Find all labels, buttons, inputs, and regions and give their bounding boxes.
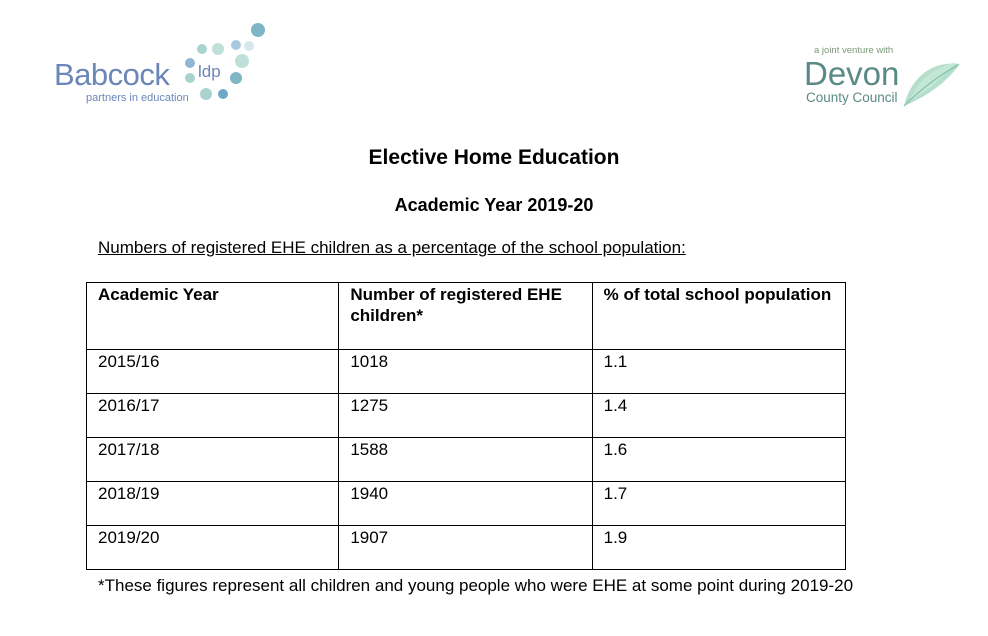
- cell-percentage: 1.1: [592, 350, 845, 394]
- table-row: [87, 350, 846, 394]
- devon-wordmark: Devon: [804, 55, 900, 92]
- cell-academic-year: 2017/18: [87, 438, 339, 482]
- cell-registered-count: 1907: [339, 526, 592, 570]
- table-footnote: *These figures represent all children and young people who were EHE at some point during 2019-20: [98, 576, 854, 595]
- cell-percentage: 1.7: [592, 482, 845, 526]
- column-header-academic-year: Academic Year: [87, 283, 339, 350]
- page-subtitle: Academic Year 2019-20: [394, 195, 594, 215]
- cell-registered-count: 1275: [339, 394, 592, 438]
- leaf-icon: [900, 50, 964, 110]
- cell-percentage: 1.9: [592, 526, 845, 570]
- cell-academic-year: 2019/20: [87, 526, 339, 570]
- babcock-logo: [52, 18, 282, 113]
- table-row: [87, 394, 846, 438]
- cell-academic-year: 2018/19: [87, 482, 339, 526]
- table-row: [87, 438, 846, 482]
- cell-academic-year: 2015/16: [87, 350, 339, 394]
- table-caption: Numbers of registered EHE children as a percentage of the school population:: [98, 238, 686, 257]
- babcock-wordmark: Babcock: [54, 57, 170, 92]
- table-header-row: [87, 283, 846, 350]
- table-row: [87, 526, 846, 570]
- column-header-percentage: % of total school population: [592, 283, 845, 350]
- devon-council-text: County Council: [806, 90, 898, 105]
- cell-percentage: 1.6: [592, 438, 845, 482]
- babcock-ldp-label: ldp: [198, 62, 221, 81]
- cell-registered-count: 1018: [339, 350, 592, 394]
- cell-registered-count: 1588: [339, 438, 592, 482]
- devon-logo: [800, 42, 970, 114]
- cell-registered-count: 1940: [339, 482, 592, 526]
- cell-percentage: 1.4: [592, 394, 845, 438]
- page-title: Elective Home Education: [368, 146, 620, 169]
- devon-venture-text: a joint venture with: [814, 45, 894, 56]
- column-header-registered-count: Number of registered EHE children*: [339, 283, 592, 350]
- table-row: [87, 482, 846, 526]
- babcock-tagline: partners in education: [86, 92, 189, 104]
- cell-academic-year: 2016/17: [87, 394, 339, 438]
- ehe-statistics-table: [86, 282, 846, 570]
